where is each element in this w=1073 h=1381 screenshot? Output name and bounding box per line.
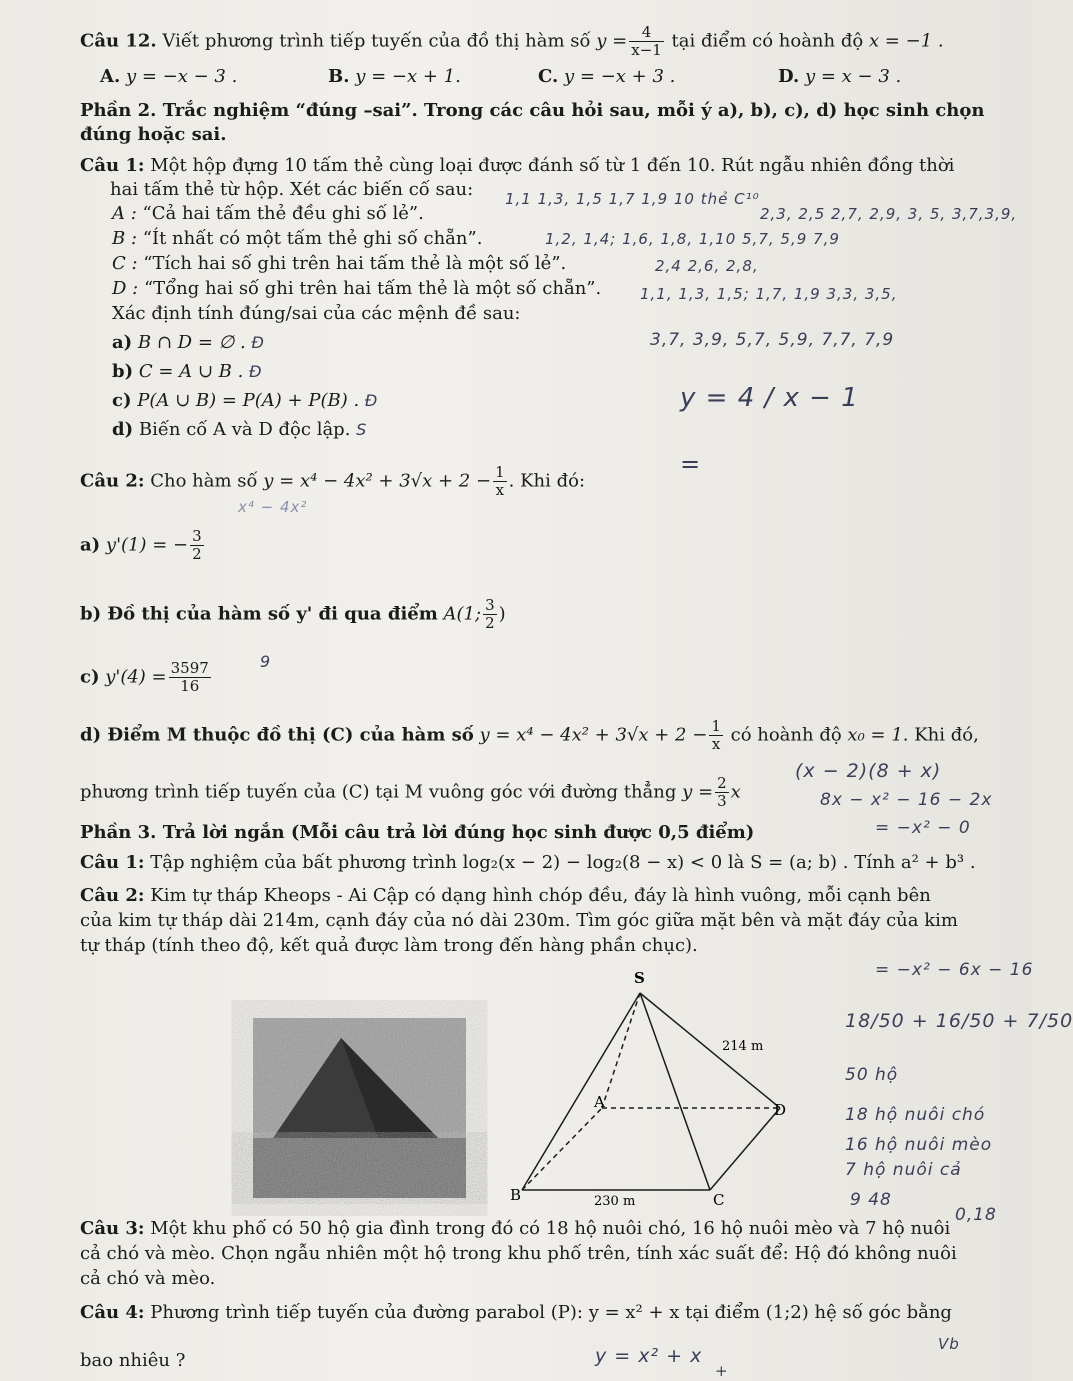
part2-heading-2: đúng hoặc sai. (80, 124, 227, 145)
handwriting-4: 2,4 2,6, 2,8, (655, 257, 759, 275)
event-c: C : “Tích hai số ghi trên hai tấm thẻ là một số lẻ”. (112, 253, 567, 274)
vertex-d: D (773, 1101, 786, 1119)
p3-q2-l2: của kim tự tháp dài 214m, cạnh đáy của nó dài 230m. Tìm góc giữa mặt bên và mặt đáy của kim (80, 910, 958, 931)
handwritten-mark: Đ (364, 391, 379, 410)
q12-text-b: tại điểm có hoành độ (671, 30, 864, 52)
p3-q4-l1: Câu 4: Phương trình tiếp tuyến của đường parabol (P): y = x² + x tại điểm (1;2) hệ số góc bằng (80, 1302, 952, 1323)
vertex-c: C (713, 1191, 725, 1209)
handwriting-c: 9 (260, 652, 272, 671)
handwriting-9: 9 48 (850, 1190, 892, 1210)
q12-title: Câu 12. (80, 30, 157, 52)
handwriting-q4: y = x² + x (595, 1345, 703, 1367)
q12-fraction: $\frac{4}{x-1}$ (631, 23, 662, 59)
vertex-a: A (594, 1093, 605, 1111)
handwriting-5: 1,1, 1,3, 1,5; 1,7, 1,9 3,3, 3,5, (640, 285, 898, 303)
p2-q1-item-c: c) P(A ∪ B) = P(A) + P(B) . Đ (112, 390, 379, 411)
p3-q2-l3: tự tháp (tính theo độ, kết quả được làm trong đến hàng phần chục). (80, 935, 698, 956)
pyramid-photo (253, 1018, 466, 1198)
event-b: B : “Ít nhất có một tấm thẻ ghi số chẵn”. (112, 228, 483, 249)
q12-option-c: C. y = −x + 3 . (538, 66, 676, 87)
vertex-s: S (634, 969, 645, 987)
q12-func-lhs: y = (596, 30, 628, 52)
edge-sa (602, 993, 640, 1108)
handwriting-y: y = 4 / x − 1 (680, 383, 859, 413)
q12-text: Viết phương trình tiếp tuyến của đồ thị hàm số (162, 30, 591, 52)
p3-q3-l3: cả chó và mèo. (80, 1268, 216, 1289)
vertex-b: B (510, 1186, 522, 1204)
q12-option-a: A. y = −x − 3 . (100, 66, 238, 87)
edge-ba (522, 1108, 602, 1190)
handwriting-018: 0,18 (955, 1205, 997, 1225)
part2-heading: Phần 2. Trắc nghiệm “đúng –sai”. Trong các câu hỏi sau, mỗi ý a), b), c), d) học sinh chọn (80, 100, 985, 121)
event-d: D : “Tổng hai số ghi trên hai tấm thẻ là một số chẵn”. (112, 278, 602, 299)
handwriting-2: 2,3, 2,5 2,7, 2,9, 3, 5, 3,7,3,9, (760, 205, 1018, 223)
handwriting-deriv: x⁴ − 4x² (238, 498, 308, 516)
base-length-label: 230 m (594, 1194, 636, 1209)
handwriting-16: 16 hộ nuôi mèo (845, 1135, 993, 1155)
p2-q1-item-b: b) C = A ∪ B . Đ (112, 361, 263, 382)
p3-q2-l1: Câu 2: Kim tự tháp Kheops - Ai Cập có dạng hình chóp đều, đáy là hình vuông, mỗi cạnh bên (80, 885, 931, 906)
handwriting-3: 1,2, 1,4; 1,6, 1,8, 1,10 5,7, 5,9 7,9 (545, 230, 840, 248)
p2-q2-item-b: b) Đồ thị của hàm số y' đi qua điểm A(1; $\frac{3}{2}$ ) (80, 596, 506, 632)
p2-q2-item-a: a) y'(1) = − $\frac{3}{2}$ (80, 527, 202, 563)
p2-q2-item-c: c) y'(4) = $\frac{3597}{16}$ (80, 659, 209, 695)
pyramid-diagram (510, 965, 790, 1210)
handwriting-p3: = −x² − 0 (875, 818, 971, 838)
handwriting-eq: = (680, 450, 702, 478)
p2-q2-item-d-line2: phương trình tiếp tuyến của (C) tại M vuông góc với đường thẳng y = $\frac{2}{3}$ x (80, 774, 741, 810)
handwriting-1: 1,1 1,3, 1,5 1,7 1,9 10 thẻ C¹⁰ (505, 190, 760, 208)
handwritten-mark: S (356, 420, 368, 439)
handwriting-p1: (x − 2)(8 + x) (795, 760, 942, 782)
handwriting-plus: + (715, 1362, 729, 1380)
handwritten-mark: Đ (251, 333, 265, 352)
q12-x-value: x = −1 . (868, 30, 944, 52)
handwriting-7: 7 hộ nuôi cả (845, 1160, 962, 1180)
part3-heading: Phần 3. Trả lời ngắn (Mỗi câu trả lời đúng học sinh được 0,5 điểm) (80, 822, 755, 843)
handwriting-6: 3,7, 3,9, 5,7, 5,9, 7,7, 7,9 (650, 330, 895, 350)
p3-q4-l2: bao nhiêu ? (80, 1350, 186, 1371)
handwritten-mark: Đ (249, 362, 263, 381)
p2-q2-item-d: d) Điểm M thuộc đồ thị (C) của hàm số y = x⁴ − 4x² + 3√x + 2 − $\frac{1}{x}$ có hoành độ x₀ = 1. Khi đó, (80, 717, 979, 753)
handwriting-frac: 18/50 + 16/50 + 7/50 (845, 1010, 1073, 1032)
handwriting-50: 50 hộ (845, 1065, 899, 1085)
edge-cd (710, 1108, 780, 1190)
handwriting-p2: 8x − x² − 16 − 2x (820, 790, 993, 810)
p2-q2-line: Câu 2: Cho hàm số y = x⁴ − 4x² + 3√x + 2 − $\frac{1}{x}$ . Khi đó: (80, 463, 586, 499)
event-a: A : “Cả hai tấm thẻ đều ghi số lẻ”. (112, 203, 424, 224)
p3-q3-l2: cả chó và mèo. Chọn ngẫu nhiên một hộ trong khu phố trên, tính xác suất để: Hộ đó không nuôi (80, 1243, 957, 1264)
edge-sb (522, 993, 640, 1190)
q12-option-d: D. y = x − 3 . (778, 66, 902, 87)
p2-q1-line2: hai tấm thẻ từ hộp. Xét các biến cố sau: (110, 179, 474, 200)
q12-line (80, 24, 944, 59)
edge-length-label: 214 m (722, 1039, 764, 1054)
p2-q1-prompt: Xác định tính đúng/sai của các mệnh đề sau: (112, 303, 521, 324)
handwriting-corner: Vb (938, 1335, 960, 1353)
p2-q1-item-a: a) B ∩ D = ∅ . Đ (112, 332, 265, 353)
p3-q1: Câu 1: Tập nghiệm của bất phương trình log₂(x − 2) − log₂(8 − x) < 0 là S = (a; b) . Tính a² + b³ . (80, 852, 976, 873)
p2-q1-item-d: d) Biến cố A và D độc lập. S (112, 419, 368, 440)
handwriting-18: 18 hộ nuôi chó (845, 1105, 986, 1125)
p2-q1-line1: Câu 1: Một hộp đựng 10 tấm thẻ cùng loại được đánh số từ 1 đến 10. Rút ngẫu nhiên đồng thời (80, 155, 955, 176)
p3-q3-l1: Câu 3: Một khu phố có 50 hộ gia đình trong đó có 18 hộ nuôi chó, 16 hộ nuôi mèo và 7 hộ nuôi (80, 1218, 951, 1239)
q12-option-b: B. y = −x + 1. (328, 66, 461, 87)
handwriting-p4: = −x² − 6x − 16 (875, 960, 1034, 980)
pyramid-photo-graphic (253, 1018, 466, 1198)
